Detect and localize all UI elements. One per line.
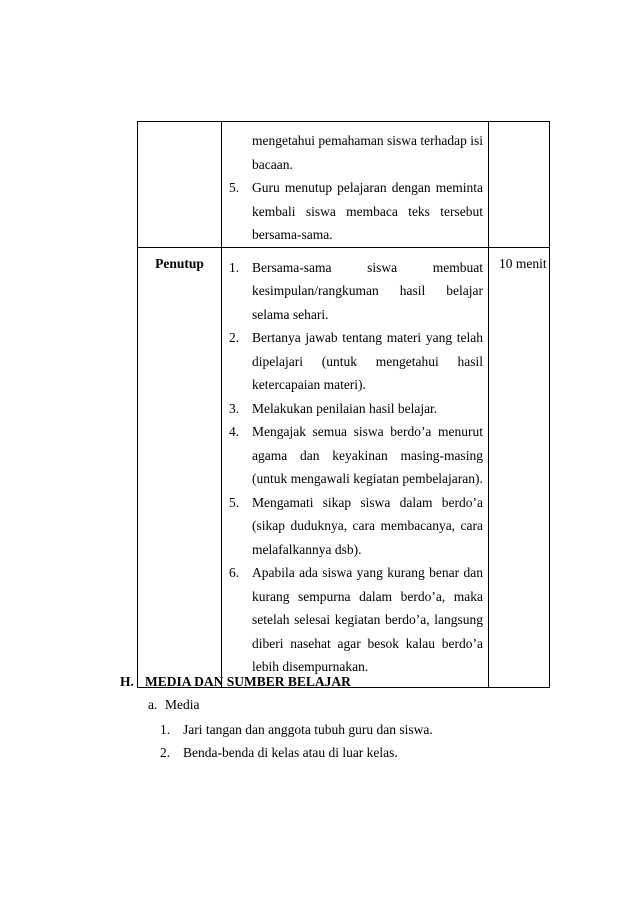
section-title: MEDIA DAN SUMBER BELAJAR <box>145 674 351 689</box>
list-item <box>222 176 483 247</box>
media-list <box>160 718 433 764</box>
list-item <box>160 741 433 764</box>
item-number: 1. <box>160 722 171 737</box>
step-number: 5. <box>229 494 240 510</box>
list-item <box>222 420 483 491</box>
duration-label: 10 menit <box>499 255 547 271</box>
subsection-heading <box>148 697 200 713</box>
activity-cell <box>222 122 489 248</box>
list-item <box>222 256 483 327</box>
duration-cell <box>489 122 550 248</box>
list-item <box>222 561 483 679</box>
list-item <box>222 491 483 562</box>
lesson-activity-table <box>137 121 550 688</box>
continuation-text: mengetahui pemahaman siswa terhadap isi bacaan. <box>252 133 483 172</box>
item-number: 2. <box>160 745 171 760</box>
step-text: Guru menutup pelajaran dengan meminta kembali siswa membaca teks tersebut bersama-sama. <box>252 180 483 242</box>
step-text: Mengamati sikap siswa dalam berdo’a (sikap duduknya, cara membacanya, cara melafalkannya dsb). <box>252 494 483 557</box>
section-heading <box>120 674 351 690</box>
step-text: Melakukan penilaian hasil belajar. <box>252 400 438 416</box>
step-text: Mengajak semua siswa berdo’a menurut agama dan keyakinan masing-masing (untuk mengawali kegiatan pembelajaran). <box>252 424 483 486</box>
step-number: 6. <box>229 565 240 580</box>
activity-cell <box>222 247 489 687</box>
step-text: Bertanya jawab tentang materi yang telah dipelajari (untuk mengetahui hasil ketercapaian materi). <box>252 330 483 392</box>
duration-cell <box>489 247 550 687</box>
activity-steps <box>222 176 488 247</box>
step-text: Bersama-sama siswa membuat kesimpulan/rangkuman hasil belajar selama sehari. <box>252 259 483 322</box>
step-number: 2. <box>229 330 240 345</box>
table-row <box>138 122 550 248</box>
step-number: 4. <box>229 424 240 439</box>
list-item <box>222 326 483 397</box>
phase-cell <box>138 122 222 248</box>
step-text: Apabila ada siswa yang kurang benar dan kurang sempurna dalam berdo’a, maka setelah selesai kegiatan berdo’a, langsung diberi nasehat agar besok kalau berdo’a lebih disempurnakan. <box>252 565 483 674</box>
list-item <box>222 397 483 421</box>
section-letter: H. <box>120 674 134 689</box>
step-number: 5. <box>229 180 240 195</box>
table-row <box>138 247 550 687</box>
phase-label: Penutup <box>155 255 204 271</box>
step-number: 3. <box>229 400 240 416</box>
phase-cell <box>138 247 222 687</box>
step-number: 1. <box>229 259 240 275</box>
list-item <box>160 718 433 741</box>
activity-steps <box>222 256 488 679</box>
item-text: Jari tangan dan anggota tubuh guru dan siswa. <box>183 722 433 737</box>
subsection-label: Media <box>165 697 200 712</box>
subsection-letter: a. <box>148 697 158 712</box>
item-text: Benda-benda di kelas atau di luar kelas. <box>183 745 398 760</box>
